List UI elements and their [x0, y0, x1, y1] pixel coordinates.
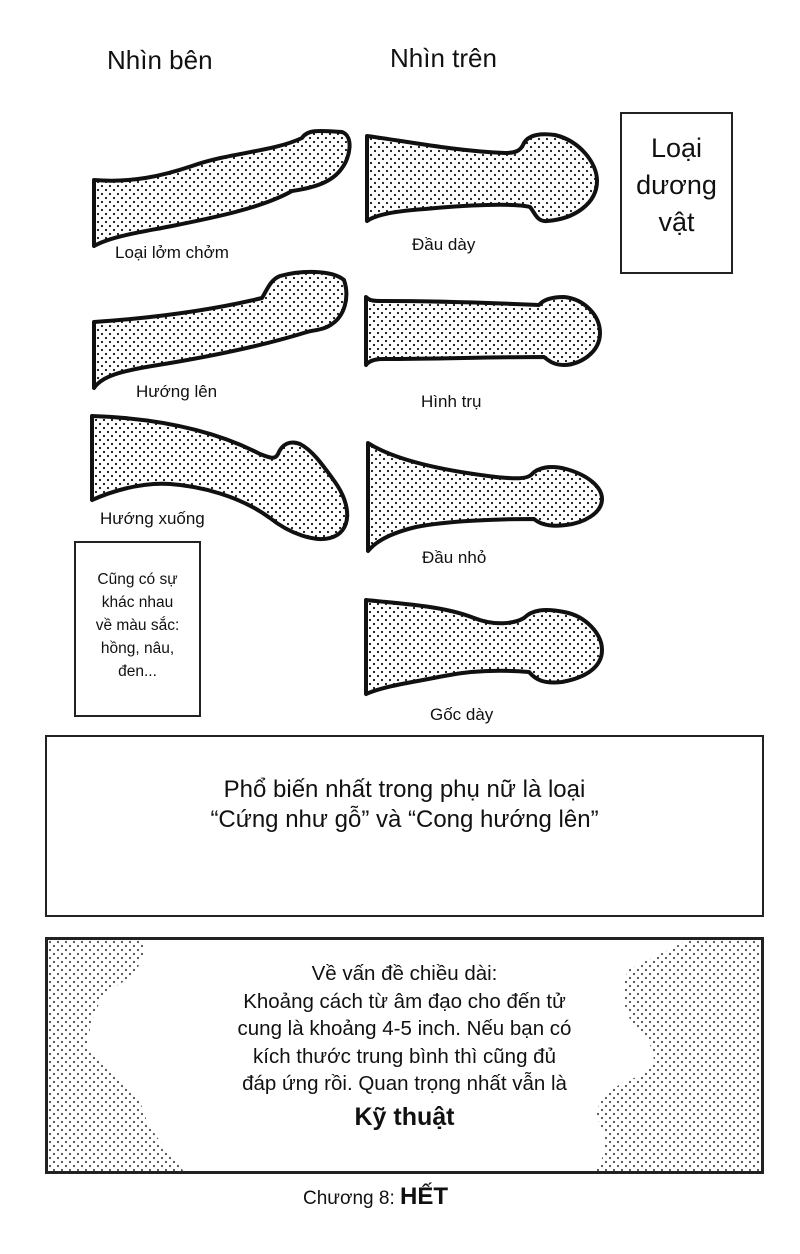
title-line: Loại	[650, 133, 703, 163]
shape-label: Đầu nhỏ	[422, 548, 487, 567]
most-popular-note	[45, 735, 764, 917]
chapter-end-footer	[303, 1183, 448, 1211]
length-note-box	[45, 937, 764, 1174]
note-line: Phổ biến nhất trong phụ nữ là loại	[223, 776, 586, 803]
chapter-label: Chương 8:	[303, 1188, 395, 1209]
color-variation-note	[74, 541, 201, 717]
note-line: Khoảng cách từ âm đạo cho đến tử	[243, 989, 566, 1013]
cylindrical-illustration	[364, 295, 604, 370]
shape-label: Loại lởm chởm	[115, 243, 229, 262]
thick-base-illustration	[364, 598, 604, 698]
side-view-header: Nhìn bên	[107, 45, 213, 75]
note-line: đáp ứng rồi. Quan trọng nhất vẫn là	[242, 1072, 567, 1095]
jagged-type-illustration	[92, 128, 352, 248]
title-line: vật	[658, 207, 695, 237]
thick-head-illustration	[365, 133, 605, 228]
shape-label: Hướng xuống	[100, 509, 205, 528]
note-line: hồng, nâu,	[100, 640, 175, 657]
note-line: kích thước trung bình thì cũng đủ	[253, 1044, 556, 1068]
note-line: Về vấn đề chiều dài:	[311, 962, 498, 985]
note-line: khác nhau	[101, 594, 174, 611]
end-label: HẾT	[400, 1183, 449, 1210]
penis-types-title-box	[620, 112, 733, 274]
technique-emphasis: Kỹ thuật	[354, 1102, 455, 1131]
top-view-header: Nhìn trên	[390, 43, 497, 73]
shape-label: Gốc dày	[430, 705, 494, 724]
note-line: cung là khoảng 4-5 inch. Nếu bạn có	[237, 1017, 572, 1040]
length-note-text	[48, 940, 761, 1131]
note-line: Cũng có sự	[97, 571, 178, 588]
shape-label: Đầu dày	[412, 235, 476, 254]
shape-label: Hình trụ	[421, 392, 482, 411]
note-line: “Cứng như gỗ” và “Cong hướng lên”	[210, 806, 599, 833]
shape-label: Hướng lên	[136, 382, 218, 401]
note-line: về màu sắc:	[95, 617, 180, 634]
note-line: đen...	[118, 663, 157, 680]
title-line: dương	[636, 170, 717, 200]
small-head-illustration	[366, 441, 606, 551]
upward-type-illustration	[92, 268, 352, 393]
